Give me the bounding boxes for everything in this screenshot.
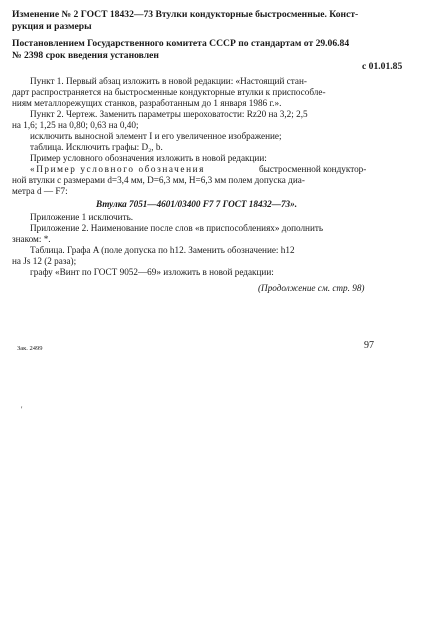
body-line: Приложение 2. Наименование после слов «в приспособлениях» дополнить [30,223,324,233]
body-line: на 1,6; 1,25 на 0,80; 0,63 на 0,40; [12,120,139,130]
body-line: таблица. Исключить графы: D₂, b. [30,142,163,152]
body-line: метра d — F7: [12,186,68,196]
order-code: Зак. 2499 [17,345,43,352]
body-line: на Js 12 (2 раза); [12,256,77,266]
continued-note: (Продолжение см. стр. 98) [258,283,365,293]
body-line: быстросменной кондуктор- [259,164,367,174]
body-line: Пункт 1. Первый абзац изложить в новой редакции: «Настоящий стан- [30,76,307,86]
scan-mark: ' [21,405,23,414]
effective-date: с 01.01.85 [362,61,403,72]
body-line: ной втулки с размерами d=3,4 мм, D=6,3 мм, H=6,3 мм полем допуска диа- [12,175,305,185]
body-line: графу «Винт по ГОСТ 9052—69» изложить в новой редакции: [30,267,274,277]
body-line: Пример условного обозначения изложить в новой редакции: [30,153,267,163]
designation-example: Втулка 7051—4601/03400 F7 7 ГОСТ 18432—73». [96,199,298,209]
body-line: Таблица. Графа A (поле допуска по h12. Заменить обозначение: h12 [30,245,295,255]
body-line: дарт распространяется на быстросменные кондукторные втулки к приспособле- [12,87,326,97]
body-line: исключить выносной элемент I и его увеличенное изображение; [30,131,282,141]
example-heading: «Пример условного обозначения [30,164,205,174]
decree-line1: Постановлением Государственного комитета СССР по стандартам от 29.06.84 [12,38,350,49]
decree-line2: № 2398 срок введения установлен [12,50,159,61]
body-line: ниям металлорежущих станков, разработанным до 1 января 1986 г.». [12,98,282,108]
body-line: Пункт 2. Чертеж. Заменить параметры шероховатости: Rz20 на 3,2; 2,5 [30,109,308,119]
page-number: 97 [364,340,374,351]
amendment-title-line1: Изменение № 2 ГОСТ 18432—73 Втулки кондукторные быстросменные. Конст- [12,9,359,20]
body-line: Приложение 1 исключить. [30,212,134,222]
amendment-title-line2: рукция и размеры [12,21,92,32]
body-line: знаком: *. [12,234,51,244]
